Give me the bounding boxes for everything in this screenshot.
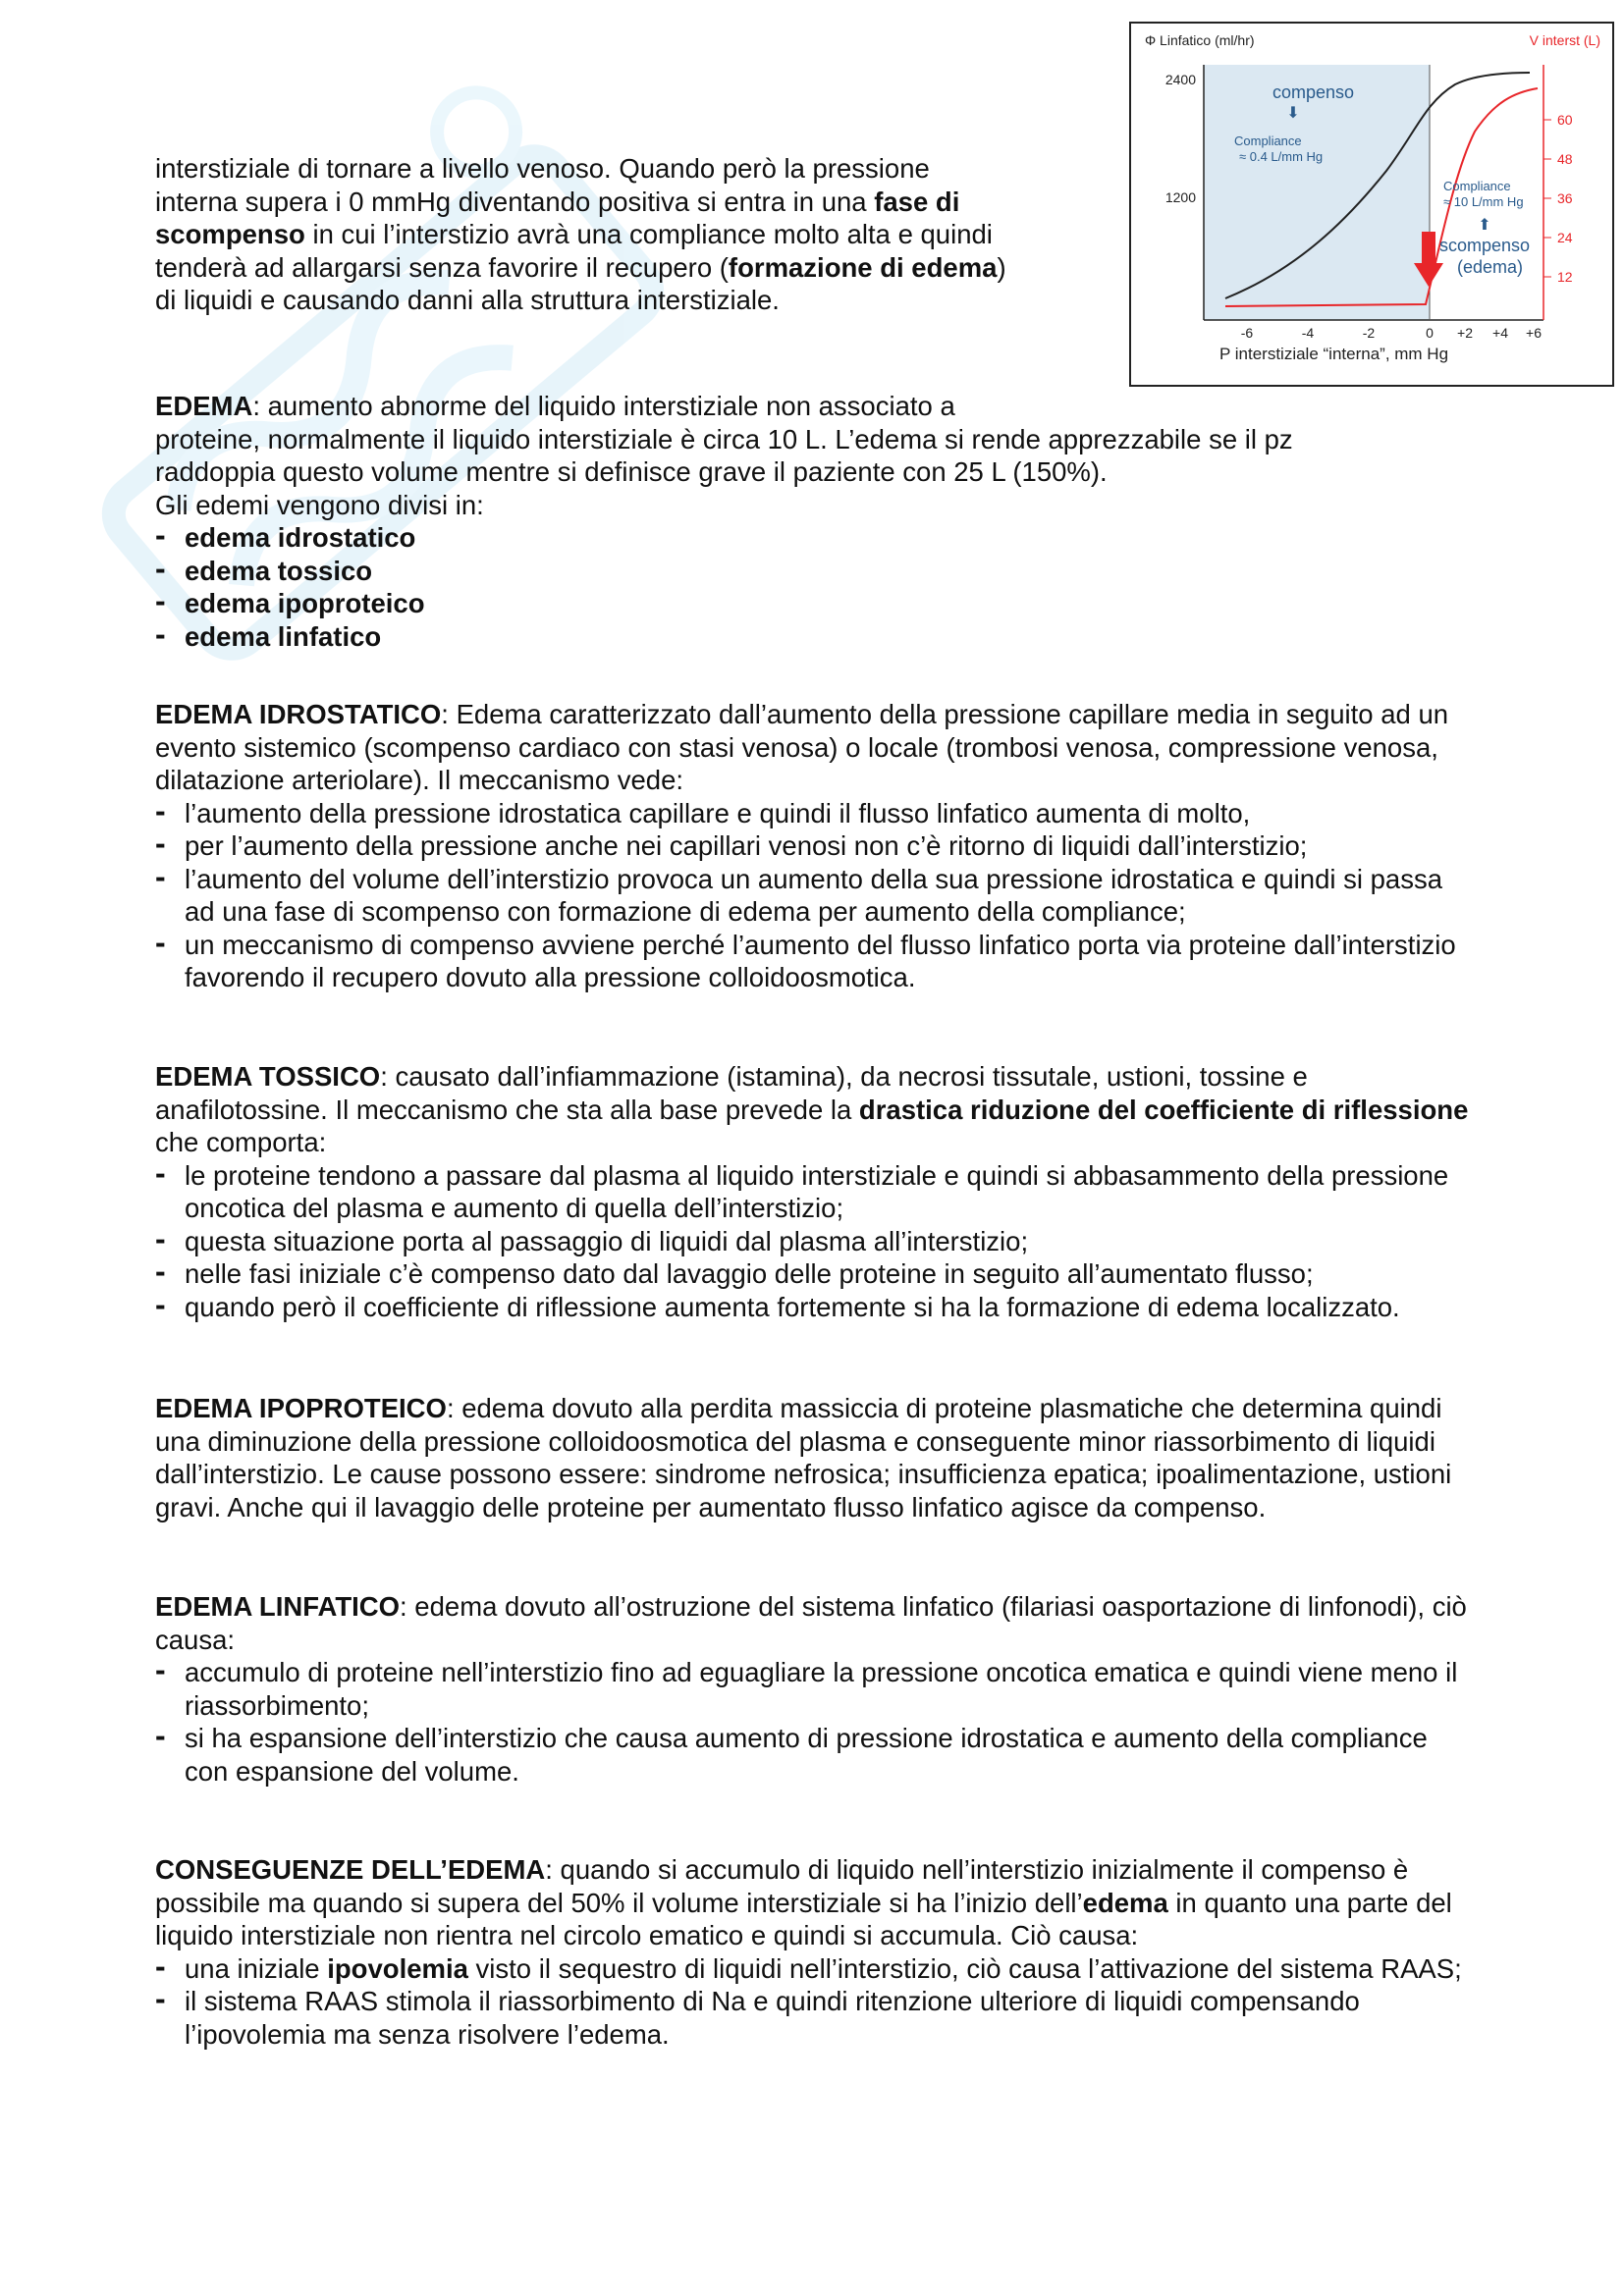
compenso-label: compenso: [1272, 82, 1355, 102]
tossico-intro: EDEMA TOSSICO: causato dall’infiammazione (istamina), da necrosi tissutale, ustioni, tossine e anafilotossine. Il meccanismo che sta alla base prevede la drastica riduzione del coefficiente di riflessione che comporta:: [155, 1061, 1469, 1157]
y-left-tick: 2400: [1164, 72, 1196, 87]
list-item: - una iniziale ipovolemia visto il sequestro di liquidi nell’interstizio, ciò causa l’attivazione del sistema RAAS;: [155, 1952, 1476, 1986]
list-item: - edema linfatico: [155, 620, 1476, 654]
list-item: - questa situazione porta al passaggio di liquidi dal plasma all’interstizio;: [155, 1225, 1476, 1258]
list-item: - si ha espansione dell’interstizio che causa aumento di pressione idrostatica e aumento della compliance con espansione del volume.: [155, 1722, 1476, 1788]
y-right-tick: 48: [1557, 151, 1573, 167]
edema-title: EDEMA: [155, 391, 253, 421]
ipoproteico-section: [155, 1392, 1476, 1523]
linfatico-title: EDEMA LINFATICO: [155, 1591, 401, 1622]
idrostatico-list: [155, 797, 1476, 994]
list-item: - edema tossico: [155, 555, 1476, 588]
y-right-tick: 36: [1557, 190, 1573, 206]
list-item: - il sistema RAAS stimola il riassorbimento di Na e quindi ritenzione ulteriore di liquidi compensando l’ipovolemia ma senza risolvere l’edema.: [155, 1985, 1476, 2051]
x-tick: -2: [1362, 325, 1376, 341]
list-item: - edema ipoproteico: [155, 587, 1476, 620]
scompenso-arrow-icon: ⬆: [1478, 217, 1491, 234]
tossico-title: EDEMA TOSSICO: [155, 1061, 381, 1092]
intro-line: interna supera i 0 mmHg diventando positiva si entra in una fase di: [155, 186, 960, 217]
idrostatico-intro: EDEMA IDROSTATICO: Edema caratterizzato dall’aumento della pressione capillare media in seguito ad un evento sistemico (scompenso cardiaco con stasi venosa) o locale (trombosi venosa, compressione venosa, dilatazione arteriolare). Il meccanismo vede:: [155, 699, 1449, 795]
intro-line: tenderà ad allargarsi senza favorire il recupero (formazione di edema): [155, 251, 1006, 283]
lymph-flow-chart: [1131, 24, 1612, 385]
compenso-compliance-value: ≈ 0.4 L/mm Hg: [1239, 149, 1324, 164]
scompenso-label: scompenso: [1439, 236, 1531, 255]
scompenso-compliance-value: ≈ 10 L/mm Hg: [1443, 194, 1524, 209]
linfatico-section: [155, 1590, 1476, 1788]
tossico-section: [155, 1060, 1476, 1323]
idrostatico-section: [155, 698, 1476, 994]
idrostatico-title: EDEMA IDROSTATICO: [155, 699, 442, 729]
linfatico-list: [155, 1656, 1476, 1788]
ipoproteico-text: EDEMA IPOPROTEICO: edema dovuto alla perdita massiccia di proteine plasmatiche che determina quindi una diminuzione della pressione colloidoosmotica del plasma e conseguente minor riassorbimento di liquidi dall’interstizio. Le cause possono essere: sindrome nefrosica; insufficienza epatica; ipoalimentazione, ustioni gravi. Anche qui il lavaggio delle proteine per aumentato flusso linfatico agisce da compenso.: [155, 1393, 1452, 1522]
conseguenze-section: [155, 1853, 1476, 2051]
edema-section: [155, 390, 1476, 653]
y-left-tick: 1200: [1164, 189, 1196, 205]
list-item: - edema idrostatico: [155, 521, 1476, 555]
y-left-label: Φ Linfatico (ml/hr): [1145, 32, 1255, 48]
x-tick: -6: [1240, 325, 1254, 341]
edema-line: proteine, normalmente il liquido interstiziale è circa 10 L. L’edema si rende apprezzabile se il pz: [155, 423, 1293, 454]
edema-line: Gli edemi vengono divisi in:: [155, 489, 484, 520]
x-tick: 0: [1426, 325, 1434, 341]
list-item: - un meccanismo di compenso avviene perché l’aumento del flusso linfatico porta via proteine dall’interstizio favorendo il recupero dovuto alla pressione colloidoosmotica.: [155, 929, 1476, 994]
edema-types-list: [155, 521, 1476, 653]
y-right-tick: 12: [1557, 269, 1573, 285]
compenso-arrow-icon: ⬇: [1286, 105, 1300, 122]
scompenso-sub-label: (edema): [1457, 257, 1524, 277]
x-tick: +6: [1526, 325, 1542, 341]
y-right-tick: 24: [1557, 230, 1573, 245]
x-tick: -4: [1301, 325, 1315, 341]
list-item: - per l’aumento della pressione anche nei capillari venosi non c’è ritorno di liquidi dall’interstizio;: [155, 829, 1476, 863]
intro-line: interstiziale di tornare a livello venoso. Quando però la pressione: [155, 153, 930, 184]
compenso-region: [1204, 65, 1430, 320]
list-item: - accumulo di proteine nell’interstizio fino ad eguagliare la pressione oncotica ematica e quindi viene meno il riassorbimento;: [155, 1656, 1476, 1722]
y-right-tick: 60: [1557, 112, 1573, 128]
y-right-label: V interst (L): [1529, 32, 1600, 48]
conseguenze-intro: CONSEGUENZE DELL’EDEMA: quando si accumulo di liquido nell’interstizio inizialmente il compenso è possibile ma quando si supera del 50% il volume interstiziale si ha l’inizio dell’edema in quanto una parte del liquido interstiziale non rientra nel circolo ematico e quindi si accumula. Ciò causa:: [155, 1854, 1452, 1950]
compenso-compliance-label: Compliance: [1234, 133, 1302, 148]
intro-line: scompenso in cui l’interstizio avrà una compliance molto alta e quindi: [155, 219, 993, 249]
red-arrow-shaft: [1422, 232, 1435, 265]
list-item: - nelle fasi iniziale c’è compenso dato dal lavaggio delle proteine in seguito all’aumentato flusso;: [155, 1257, 1476, 1291]
intro-line: di liquidi e causando danni alla struttura interstiziale.: [155, 285, 780, 315]
tossico-list: [155, 1159, 1476, 1324]
x-axis-label: P interstiziale “interna”, mm Hg: [1219, 345, 1449, 363]
x-tick: +4: [1492, 325, 1508, 341]
linfatico-intro: EDEMA LINFATICO: edema dovuto all’ostruzione del sistema linfatico (filariasi oasportazione di linfonodi), ciò causa:: [155, 1591, 1467, 1655]
list-item: - le proteine tendono a passare dal plasma al liquido interstiziale e quindi si abbasammento della pressione oncotica del plasma e aumento di quella dell’interstizio;: [155, 1159, 1476, 1225]
edema-line: EDEMA: aumento abnorme del liquido interstiziale non associato a: [155, 391, 955, 421]
list-item: - quando però il coefficiente di riflessione aumenta fortemente si ha la formazione di edema localizzato.: [155, 1291, 1476, 1324]
ipoproteico-title: EDEMA IPOPROTEICO: [155, 1393, 447, 1423]
edema-line: raddoppia questo volume mentre si definisce grave il paziente con 25 L (150%).: [155, 456, 1108, 487]
list-item: - l’aumento della pressione idrostatica capillare e quindi il flusso linfatico aumenta di molto,: [155, 797, 1476, 830]
list-item: - l’aumento del volume dell’interstizio provoca un aumento della sua pressione idrostatica e quindi si passa ad una fase di scompenso con formazione di edema per aumento della compliance;: [155, 863, 1476, 929]
x-tick: +2: [1457, 325, 1473, 341]
lymph-flow-figure: [1129, 22, 1614, 387]
scompenso-compliance-label: Compliance: [1443, 179, 1511, 193]
conseguenze-list: [155, 1952, 1476, 2052]
intro-paragraph: [155, 152, 1117, 317]
conseguenze-title: CONSEGUENZE DELL’EDEMA: [155, 1854, 546, 1885]
